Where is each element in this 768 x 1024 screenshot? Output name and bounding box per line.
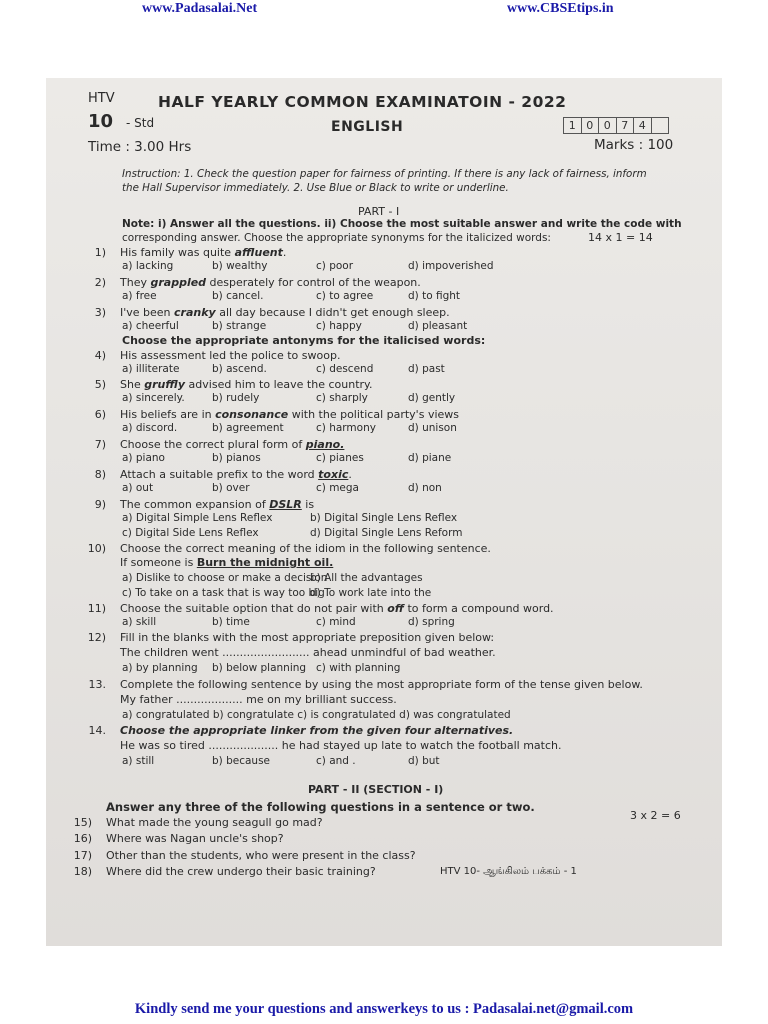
question-number: 13. xyxy=(88,678,106,691)
grade-number: 10 xyxy=(88,111,114,132)
question-text-part: Choose the appropriate linker from the given four alternatives. xyxy=(120,724,514,737)
question-text-part: Choose the correct meaning of the idiom in the following sentence. xyxy=(120,542,491,555)
answer-option: a) lacking xyxy=(122,260,174,272)
part-1-marks: 14 x 1 = 14 xyxy=(588,231,653,244)
question-text xyxy=(120,498,314,511)
question-number: 11) xyxy=(87,602,106,615)
answer-option: d) non xyxy=(408,482,442,494)
question-line-2: He was so tired .................... he had stayed up late to watch the football match. xyxy=(120,739,562,752)
question-text-part: to form a compound word. xyxy=(403,602,554,615)
answer-option: d) piane xyxy=(408,452,452,464)
site-link-left[interactable]: www.Padasalai.Net xyxy=(142,1,258,16)
question-line-2: The children went ......................... ahead unmindful of bad weather. xyxy=(120,646,496,659)
answer-option: c) with planning xyxy=(316,662,401,674)
register-number-box xyxy=(563,117,669,134)
answer-option: d) to fight xyxy=(408,290,461,302)
answer-option: c) sharply xyxy=(316,392,368,404)
question-text xyxy=(120,678,643,691)
answer-option: b) strange xyxy=(212,320,267,332)
question-text xyxy=(120,349,340,362)
register-digit-cell: 4 xyxy=(634,118,652,133)
question-text xyxy=(120,631,494,644)
answer-option: c) To take on a task that is way too big xyxy=(122,587,325,599)
answer-option: c) mega xyxy=(316,482,359,494)
part-2-instruction: Answer any three of the following questions in a sentence or two. xyxy=(106,800,535,814)
question-text-part: Complete the following sentence by using the most appropriate form of the tense given below. xyxy=(120,678,643,691)
answer-option: c) descend xyxy=(316,363,374,375)
question-text: Other than the students, who were present in the class? xyxy=(106,849,416,862)
question-text-part: Choose the correct plural form of xyxy=(120,438,306,451)
part-1-note-2: corresponding answer. Choose the appropriate synonyms for the italicized words: xyxy=(122,232,551,244)
question-number: 3) xyxy=(94,306,106,319)
register-digit-cell: 1 xyxy=(564,118,582,133)
answer-option: a) illiterate xyxy=(122,363,180,375)
question-text-part: Fill in the blanks with the most appropriate preposition given below: xyxy=(120,631,495,644)
answer-option: a) cheerful xyxy=(122,320,179,332)
total-marks: Marks : 100 xyxy=(594,137,674,153)
answer-option: a) by planning xyxy=(122,662,198,674)
grade-suffix: - Std xyxy=(126,116,155,130)
question-number: 10) xyxy=(87,542,106,555)
answer-option: a) still xyxy=(122,755,155,767)
question-text-part: His family was quite xyxy=(120,246,235,259)
question-number: 6) xyxy=(94,408,106,421)
part-1-note-1: Note: i) Answer all the questions. ii) Choose the most suitable answer and write the code with xyxy=(122,218,682,230)
answer-option: c) pianes xyxy=(316,452,364,464)
answer-option: b) pianos xyxy=(212,452,261,464)
question-number: 18) xyxy=(73,865,92,878)
question-number: 9) xyxy=(94,498,106,511)
question-text: What made the young seagull go mad? xyxy=(106,816,323,829)
question-text-part: They xyxy=(120,276,151,289)
answer-option: b) cancel. xyxy=(212,290,264,302)
question-line-2: My father ................... me on my brilliant success. xyxy=(120,693,397,706)
answer-option: c) and . xyxy=(316,755,356,767)
question-number: 14. xyxy=(88,724,106,737)
question-text-part: If someone is xyxy=(120,556,197,569)
question-number: 1) xyxy=(94,246,106,259)
answer-option: b) time xyxy=(212,616,250,628)
page-footer: HTV 10- ஆங்கிலம் பக்கம் - 1 xyxy=(440,866,577,877)
question-number: 4) xyxy=(94,349,106,362)
question-text xyxy=(120,724,513,737)
answer-option: a) Digital Simple Lens Reflex xyxy=(122,512,273,524)
instruction-line-1: Instruction: 1. Check the question paper for fairness of printing. If there is any lack of fairness, inform xyxy=(122,168,647,180)
question-text-part: desperately for control of the weapon. xyxy=(206,276,421,289)
question-text: Where did the crew undergo their basic training? xyxy=(106,865,376,878)
question-text xyxy=(120,542,491,555)
question-text xyxy=(120,468,352,481)
question-text xyxy=(120,276,421,289)
answer-option: c) happy xyxy=(316,320,362,332)
answer-option: d) spring xyxy=(408,616,455,628)
answer-option: a) sincerely. xyxy=(122,392,185,404)
question-line-2 xyxy=(120,556,333,569)
subject: ENGLISH xyxy=(331,119,404,135)
question-keyword: piano. xyxy=(305,438,345,451)
answer-option: b) over xyxy=(212,482,250,494)
answer-option: d) unison xyxy=(408,422,457,434)
question-text-part: The common expansion of xyxy=(120,498,270,511)
answer-option: b) because xyxy=(212,755,271,767)
question-text-part: . xyxy=(348,468,352,481)
instruction-line-2: the Hall Supervisor immediately. 2. Use Blue or Black to write or underline. xyxy=(122,182,509,194)
question-number: 5) xyxy=(94,378,106,391)
question-number: 7) xyxy=(94,438,106,451)
register-digit-cell xyxy=(652,118,669,133)
question-keyword: consonance xyxy=(215,408,289,421)
question-keyword: affluent xyxy=(234,246,283,259)
question-text-part: Choose the suitable option that do not pair with xyxy=(120,602,388,615)
answer-option: d) pleasant xyxy=(408,320,468,332)
antonym-heading: Choose the appropriate antonyms for the italicised words: xyxy=(122,334,486,347)
answer-option: c) Digital Side Lens Reflex xyxy=(122,527,259,539)
question-keyword: grappled xyxy=(150,276,207,289)
exam-code: HTV xyxy=(88,91,115,106)
time-allowed: Time : 3.00 Hrs xyxy=(88,139,192,155)
question-keyword: off xyxy=(387,602,404,615)
part-1-title: PART - I xyxy=(358,205,400,218)
answer-option: c) to agree xyxy=(316,290,374,302)
question-keyword: DSLR xyxy=(269,498,302,511)
answer-option: b) agreement xyxy=(212,422,284,434)
answer-option: d) past xyxy=(408,363,445,375)
answer-option: a) piano xyxy=(122,452,165,464)
footer-contact: Kindly send me your questions and answerkeys to us : Padasalai.net@gmail.com xyxy=(134,1001,634,1017)
part-2-title: PART - II (SECTION - I) xyxy=(308,783,444,796)
answer-option: d) impoverished xyxy=(408,260,494,272)
exam-paper xyxy=(46,78,722,946)
answer-option: d) Digital Single Lens Reform xyxy=(310,527,463,539)
question-keyword: toxic xyxy=(318,468,349,481)
question-text-part: with the political party's views xyxy=(288,408,459,421)
exam-title: HALF YEARLY COMMON EXAMINATOIN - 2022 xyxy=(158,93,567,111)
answer-option: b) Digital Single Lens Reflex xyxy=(310,512,458,524)
answer-option: a) out xyxy=(122,482,154,494)
answer-option: d) but xyxy=(408,755,440,767)
answer-option: c) harmony xyxy=(316,422,376,434)
site-link-right[interactable]: www.CBSEtips.in xyxy=(507,1,614,16)
part-2-marks: 3 x 2 = 6 xyxy=(630,809,681,822)
register-digit-cell: 0 xyxy=(582,118,600,133)
question-number: 16) xyxy=(73,832,92,845)
question-keyword: gruffly xyxy=(144,378,186,391)
answer-option: b) rudely xyxy=(212,392,260,404)
question-text xyxy=(120,408,459,421)
answer-option: d) To work late into the xyxy=(310,587,432,599)
answer-option: a) discord. xyxy=(122,422,178,434)
question-text-part: I've been xyxy=(120,306,175,319)
question-text-part: She xyxy=(120,378,145,391)
question-text-part: Attach a suitable prefix to the word xyxy=(120,468,319,481)
answer-option: a) Dislike to choose or make a decision xyxy=(122,572,328,584)
answer-option: b) below planning xyxy=(212,662,307,674)
question-number: 2) xyxy=(94,276,106,289)
question-number: 12) xyxy=(87,631,106,644)
idiom-phrase: Burn the midnight oil. xyxy=(196,556,334,569)
answer-option: a) congratulated b) congratulate c) is congratulated d) was congratulated xyxy=(122,709,511,721)
question-text-part: advised him to leave the country. xyxy=(185,378,373,391)
answer-option: b) wealthy xyxy=(212,260,268,272)
question-number: 8) xyxy=(94,468,106,481)
answer-option: d) gently xyxy=(408,392,456,404)
question-number: 15) xyxy=(73,816,92,829)
question-text-part: His beliefs are in xyxy=(120,408,216,421)
question-text-part: all day because I didn't get enough sleep. xyxy=(215,306,450,319)
question-keyword: cranky xyxy=(174,306,216,319)
register-digit-cell: 7 xyxy=(617,118,635,133)
answer-option: b) All the advantages xyxy=(310,572,423,584)
question-text xyxy=(120,378,372,391)
question-text-part: . xyxy=(282,246,287,259)
answer-option: b) ascend. xyxy=(212,363,267,375)
question-text xyxy=(120,438,344,451)
question-text-part: His assessment led the police to swoop. xyxy=(120,349,341,362)
answer-option: c) mind xyxy=(316,616,356,628)
question-text xyxy=(120,246,286,259)
question-text: Where was Nagan uncle's shop? xyxy=(106,832,284,845)
register-digit-cell: 0 xyxy=(599,118,617,133)
question-text xyxy=(120,306,450,319)
question-number: 17) xyxy=(73,849,92,862)
answer-option: c) poor xyxy=(316,260,354,272)
answer-option: a) skill xyxy=(122,616,157,628)
answer-option: a) free xyxy=(122,290,157,302)
question-text xyxy=(120,602,554,615)
question-text-part: is xyxy=(301,498,315,511)
